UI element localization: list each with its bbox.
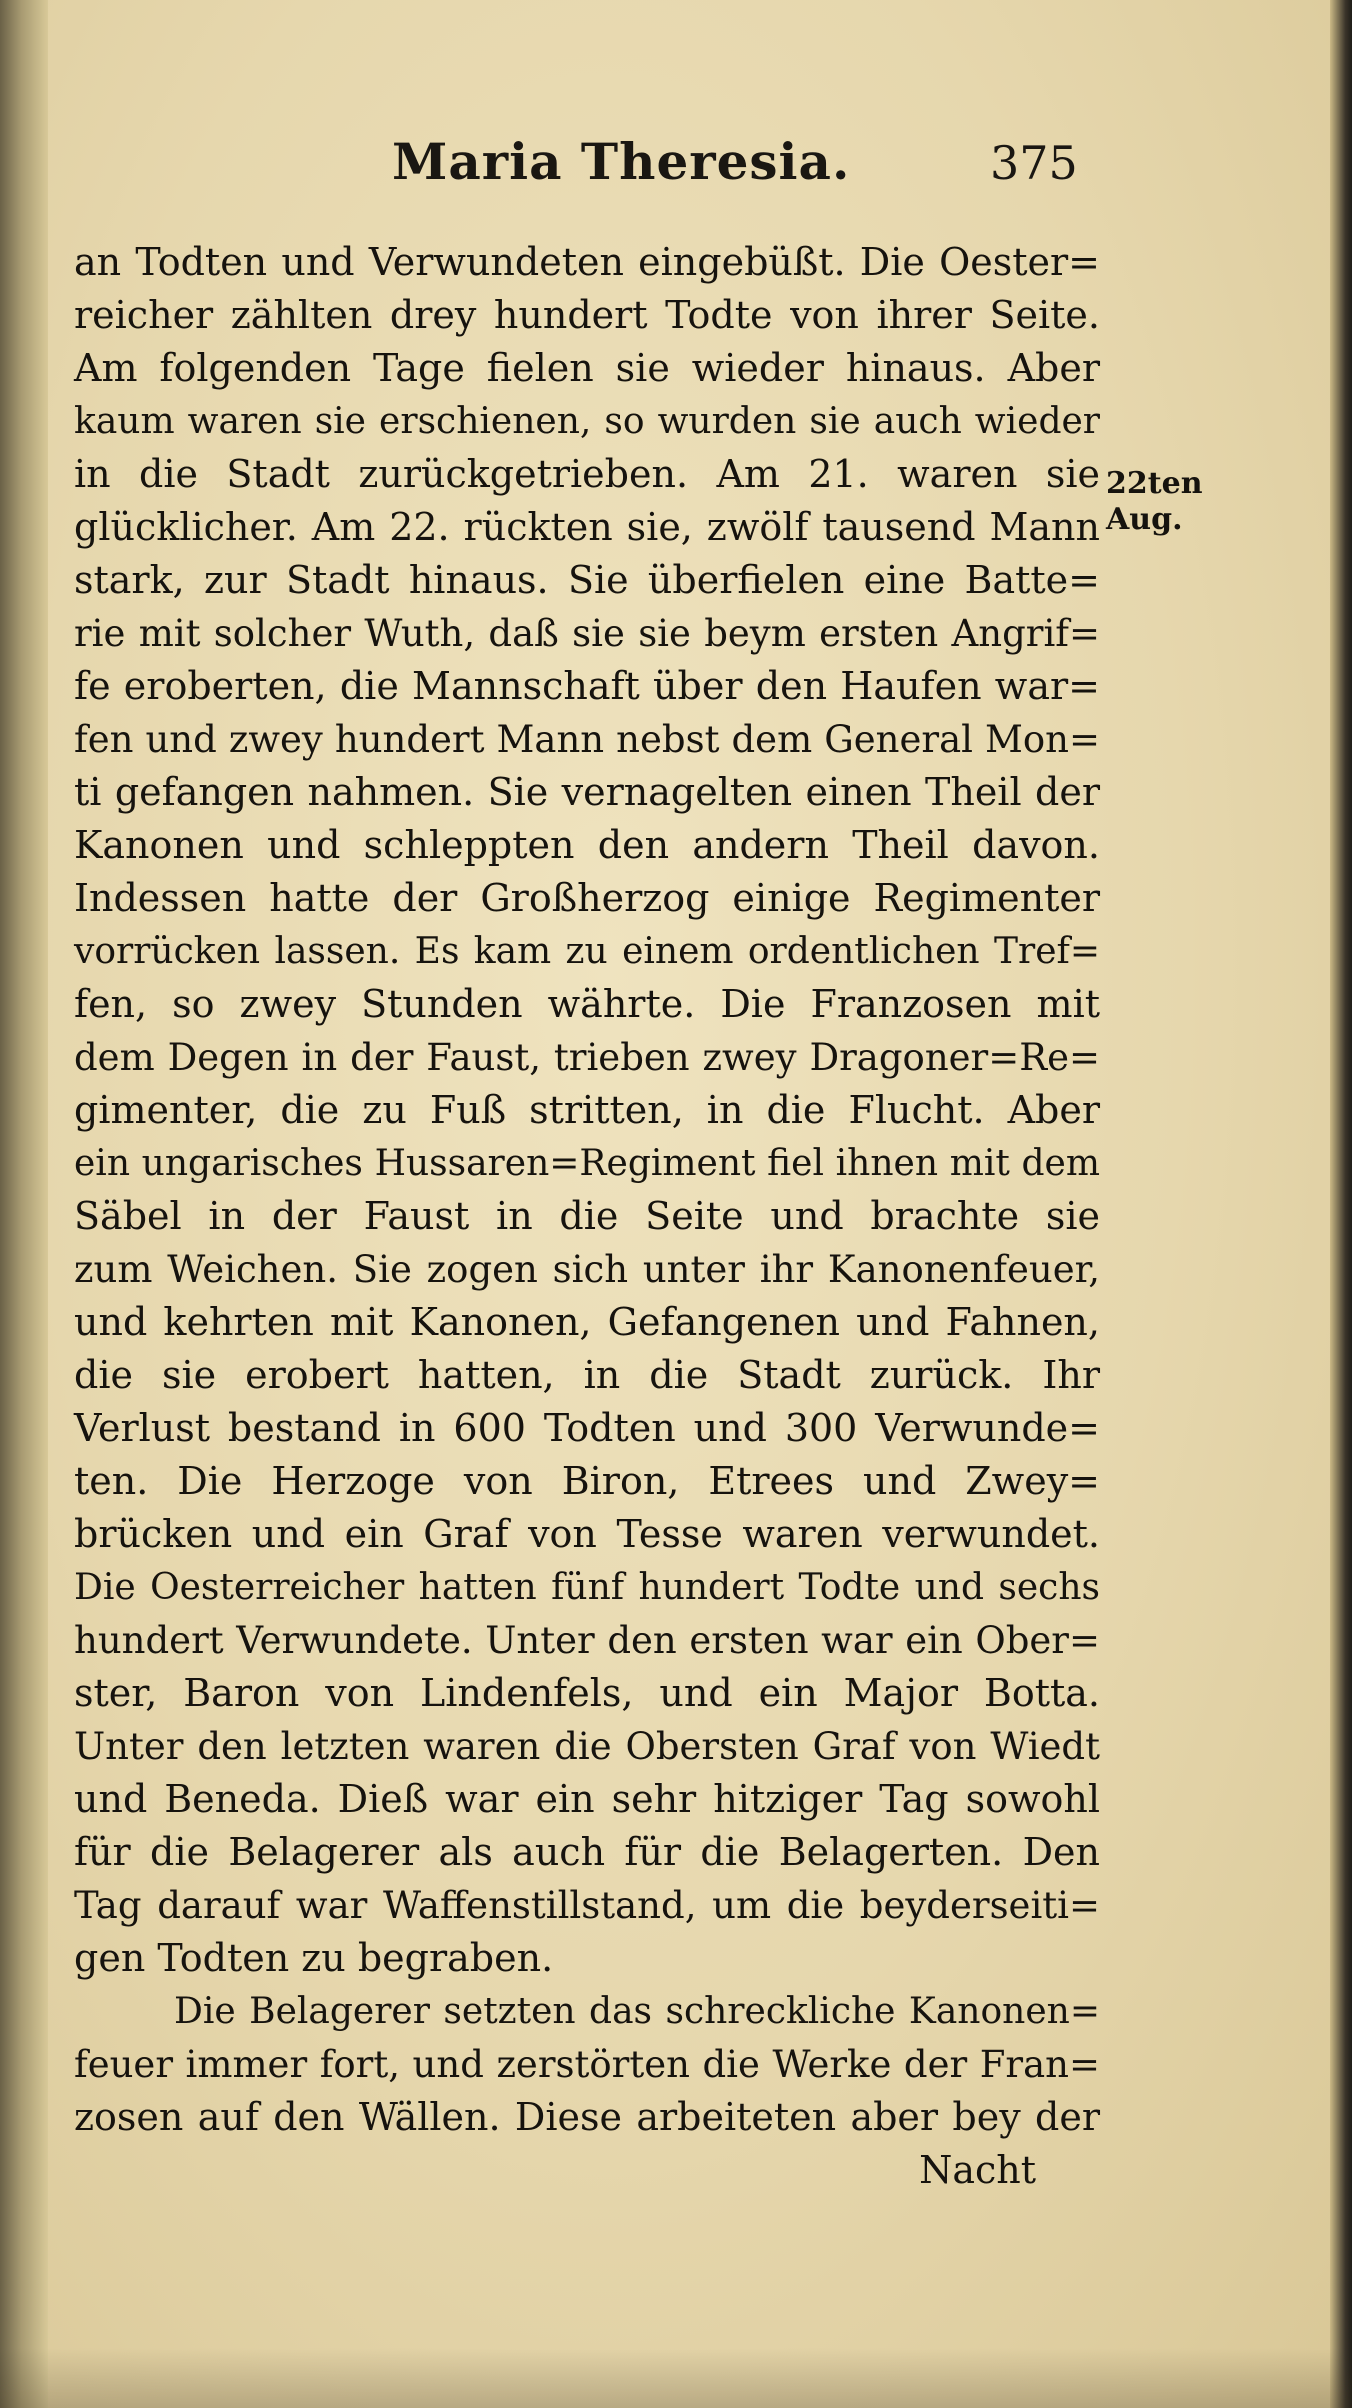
text-line: kaum waren sie erschienen, so wurden sie auch wieder <box>74 401 1100 442</box>
text-line: Tag darauf war Waffenstillstand, um die beyderseiti= <box>74 1884 1100 1927</box>
text-line: feuer immer fort, und zerstörten die Werke der Fran= <box>74 2043 1100 2086</box>
running-title: Maria Theresia. <box>392 132 851 191</box>
text-line: vorrücken lassen. Es kam zu einem ordentlichen Tref= <box>74 931 1100 972</box>
text-line: fe eroberten, die Mannschaft über den Haufen war= <box>74 664 1100 708</box>
text-line: in die Stadt zurückgetrieben. Am 21. waren sie <box>74 452 1100 496</box>
paragraph-end-line: gen Todten zu begraben. <box>74 1936 554 1980</box>
text-line: an Todten und Verwundeten eingebüßt. Die Oester= <box>74 240 1100 284</box>
text-line: Am folgenden Tage fielen sie wieder hinaus. Aber <box>74 346 1100 390</box>
text-line: reicher zählten drey hundert Todte von ihrer Seite. <box>74 293 1100 337</box>
text-line: rie mit solcher Wuth, daß sie sie beym ersten Angrif= <box>74 612 1100 655</box>
page-right-edge <box>1330 0 1352 2408</box>
text-line: und kehrten mit Kanonen, Gefangenen und Fahnen, <box>74 1300 1100 1344</box>
text-line: gimenter, die zu Fuß stritten, in die Flucht. Aber <box>74 1088 1100 1132</box>
text-line: zosen auf den Wällen. Diese arbeiteten aber bey der <box>74 2095 1100 2139</box>
text-line: ten. Die Herzoge von Biron, Etrees und Zwey= <box>74 1459 1100 1503</box>
page-number: 375 <box>990 136 1078 190</box>
margin-note-day: 22ten <box>1106 466 1203 501</box>
text-line: fen und zwey hundert Mann nebst dem General Mon= <box>74 718 1100 761</box>
text-line: zum Weichen. Sie zogen sich unter ihr Kanonenfeuer, <box>74 1248 1100 1291</box>
text-line: und Beneda. Dieß war ein sehr hitziger Tag sowohl <box>74 1777 1100 1821</box>
margin-note-date <box>1106 466 1203 538</box>
page-header <box>0 126 1352 206</box>
text-line: glücklicher. Am 22. rückten sie, zwölf tausend Mann <box>74 505 1100 549</box>
text-line: Kanonen und schleppten den andern Theil davon. <box>74 823 1100 867</box>
paragraph-start-line: Die Belagerer setzten das schreckliche Kanonen= <box>174 1991 1100 2032</box>
text-line: Säbel in der Faust in die Seite und brachte sie <box>74 1194 1100 1238</box>
body-text <box>74 236 1100 2197</box>
text-line: Indessen hatte der Großherzog einige Regimenter <box>74 876 1100 920</box>
text-line: dem Degen in der Faust, trieben zwey Dragoner=Re= <box>74 1036 1100 1079</box>
text-line: brücken und ein Graf von Tesse waren verwundet. <box>74 1512 1100 1556</box>
text-line: ein ungarisches Hussaren=Regiment fiel ihnen mit dem <box>74 1143 1100 1184</box>
text-line: die sie erobert hatten, in die Stadt zurück. Ihr <box>74 1353 1100 1397</box>
page-gutter-shadow <box>0 0 48 2408</box>
text-line: Unter den letzten waren die Obersten Graf von Wiedt <box>74 1725 1100 1768</box>
catchword: Nacht <box>919 2148 1036 2192</box>
text-line: Verlust bestand in 600 Todten und 300 Verwunde= <box>74 1406 1100 1450</box>
text-line: ster, Baron von Lindenfels, und ein Major Botta. <box>74 1671 1100 1715</box>
text-line: hundert Verwundete. Unter den ersten war ein Ober= <box>74 1619 1100 1662</box>
text-line: Die Oesterreicher hatten fünf hundert Todte und sechs <box>74 1567 1100 1608</box>
text-line: stark, zur Stadt hinaus. Sie überfielen eine Batte= <box>74 558 1100 602</box>
text-line: für die Belagerer als auch für die Belagerten. Den <box>74 1830 1100 1874</box>
text-line: ti gefangen nahmen. Sie vernagelten einen Theil der <box>74 770 1100 814</box>
margin-note-month: Aug. <box>1106 502 1183 537</box>
text-line: fen, so zwey Stunden währte. Die Franzosen mit <box>74 982 1100 1026</box>
page-bottom-shade <box>0 2348 1352 2408</box>
